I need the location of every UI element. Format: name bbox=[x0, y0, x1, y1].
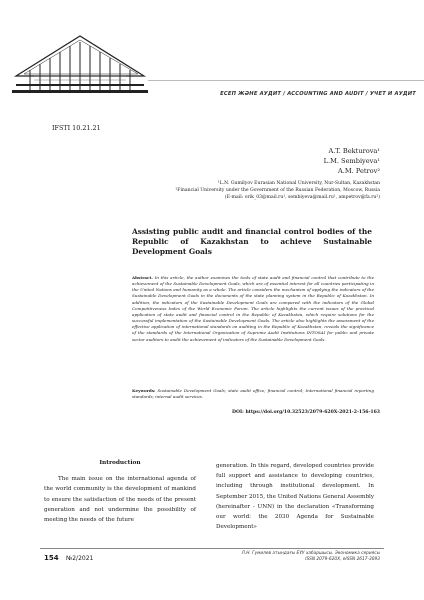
abstract bbox=[132, 275, 374, 343]
intro-left-column bbox=[44, 458, 196, 525]
author-name: L.M. Sembiyeva¹ bbox=[323, 157, 380, 165]
journal-info bbox=[242, 551, 380, 563]
footer-divider bbox=[40, 548, 384, 549]
author-list bbox=[324, 146, 380, 176]
keywords bbox=[132, 388, 374, 400]
section-heading: Introduction bbox=[99, 460, 141, 466]
body-paragraph: The main issue on the international agenda of the world community is the development of mankind to ensure the satisfaction of the needs of the present generation and not undermine the possibility of meeting the needs of the future bbox=[44, 476, 196, 524]
author-name: A.T. Bekturova¹ bbox=[328, 147, 380, 155]
doi-link[interactable]: DOI: https://doi.org/10.32523/2079-620X-2021-2-156-163 bbox=[232, 410, 380, 415]
irsti-code: IFSTI 10.21.21 bbox=[52, 124, 101, 132]
affiliation-line: ¹L.N. Gumilyov Eurasian National University, Nur-Sultan, Kazakhstan bbox=[217, 181, 380, 186]
page-number: 154 bbox=[44, 554, 59, 562]
issue-number: №2/2021 bbox=[66, 555, 94, 562]
body-paragraph: generation. In this regard, developed countries provide full support and assistance to developing countries, including through institutional development. In September 2015, the United Nations General Assembly (hereinafter - UNN) in the declaration «Transforming our world: the 2030 Agenda for Sustainable Development» bbox=[216, 463, 374, 531]
author-name: A.M. Petrov² bbox=[338, 167, 380, 175]
abstract-text: In this article, the author examines the tools of state audit and financial control that contribute to the achievement of the Sustainable Development Goals, which are of essential interest for all countries participating in the United Nations and humanity as a whole. The article considers the mechanism of applying the indicators of the Sustainable Development Goals in the documents of the state planning system in the Republic of Kazakhstan. In addition, the indicators of the Sustainable Development Goals are compared with the indicators of the Global Competitiveness Index of the World Economic Forum. The article highlights the current issues of the practical application of state audit and financial control in the Republic of Kazakhstan, which require solutions for the successful implementation of the Sustainable Development Goals. The article also highlights the assessment of the effective application of international standards on auditing in the Republic of Kazakhstan, reveals the significance of the standards of the International Organization of Supreme Audit Institutions INTOSAI for public and private sector auditors to audit the achievement of indicators of the Sustainable Development Goals. bbox=[132, 275, 374, 342]
journal-issn: ISSN 2079-620X, eISSN 2617-3093 bbox=[305, 557, 380, 563]
keywords-text: Sustainable Development Goals; state audit office; financial control; International financial reporting standards; internal audit services. bbox=[132, 388, 374, 400]
affiliation-line: ²Financial University under the Government of the Russian Federation, Moscow, Russia bbox=[175, 188, 380, 193]
affiliation-line: (E-mail: orik_03@mail.ru¹, sembiyeva@mail.ru¹, ampetrov@fa.ru²) bbox=[224, 195, 380, 200]
intro-right-column bbox=[216, 461, 374, 532]
affiliations bbox=[175, 180, 380, 201]
article-title: Assisting public audit and financial control bodies of the Republic of Kazakhstan to achieve Sustainable Development Goals bbox=[132, 227, 372, 256]
keywords-label: Keywords: bbox=[132, 388, 156, 393]
section-header-text: ЕСЕП ЖӘНЕ АУДИТ / ACCOUNTING AND AUDIT / УЧЕТ И АУДИТ bbox=[220, 90, 416, 97]
abstract-label: Abstract. bbox=[132, 275, 153, 280]
journal-name: Л.Н. Гумилев атындағы ЕҰУ хабаршысы. Экономика сериясы bbox=[241, 551, 380, 556]
section-header-band bbox=[148, 80, 424, 106]
university-building-logo bbox=[10, 14, 150, 94]
